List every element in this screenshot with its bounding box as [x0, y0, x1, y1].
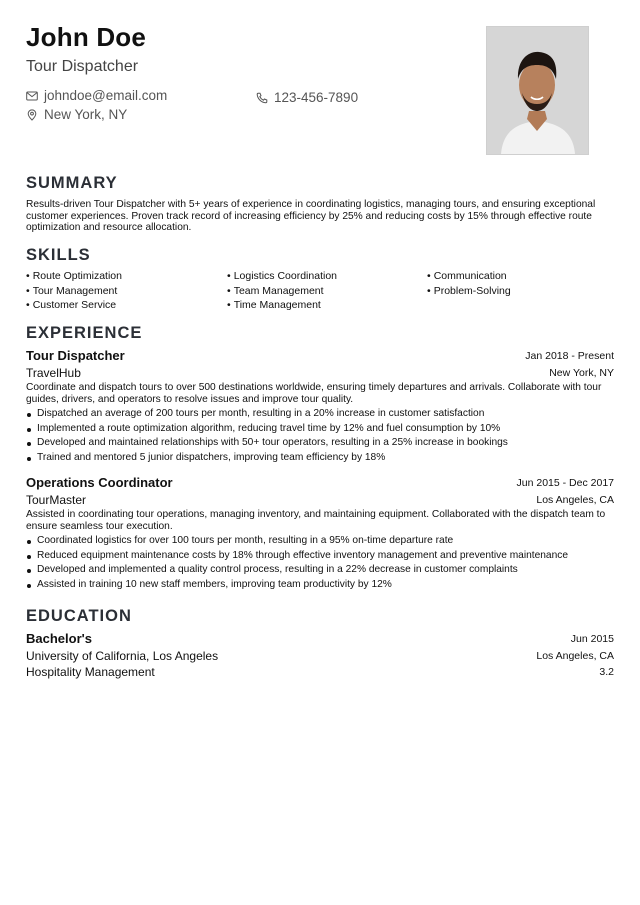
skill-item: • Problem-Solving [427, 285, 511, 297]
job-dates: Jun 2015 - Dec 2017 [516, 477, 614, 489]
summary-text: Results-driven Tour Dispatcher with 5+ years of experience in coordinating logistics, managing tours, and ensuring exceptional customer experiences. Proven track record of increasing efficiency by 25% and reducing costs by 15% through effective route optimization and resource allocation. [26, 199, 596, 234]
job-achievements [26, 407, 614, 465]
education-heading: EDUCATION [26, 607, 132, 625]
education-gpa: 3.2 [599, 666, 614, 678]
location-text: New York, NY [44, 107, 128, 122]
job-dates: Jan 2018 - Present [525, 350, 614, 362]
map-pin-icon [26, 109, 38, 121]
job-location: New York, NY [549, 367, 614, 379]
mail-icon [26, 90, 38, 102]
contact-location [26, 107, 127, 122]
job-description: Assisted in coordinating tour operations, managing inventory, and maintaining equipment. Collaborated with the dispatch team to ensure seamless tour execution. [26, 509, 606, 532]
education-location: Los Angeles, CA [536, 650, 614, 662]
contact-email[interactable] [26, 88, 167, 103]
phone-icon [256, 92, 268, 104]
job-achievements [26, 534, 614, 592]
achievement-item: Implemented a route optimization algorithm, reducing travel time by 12% and fuel consumption by 10% [26, 422, 614, 437]
achievement-item: Reduced equipment maintenance costs by 18% through effective inventory management and preventive maintenance [26, 549, 614, 564]
skill-item: • Team Management [227, 285, 324, 297]
profile-photo [486, 26, 589, 155]
experience-heading: EXPERIENCE [26, 324, 143, 342]
achievement-item: Developed and maintained relationships with 50+ tour operators, resulting in a 25% increase in bookings [26, 436, 614, 451]
achievement-item: Coordinated logistics for over 100 tours per month, resulting in a 95% on-time departure rate [26, 534, 614, 549]
education-degree: Bachelor's [26, 631, 92, 646]
skill-item: • Tour Management [26, 285, 117, 297]
education-school: University of California, Los Angeles [26, 649, 219, 663]
achievement-item: Trained and mentored 5 junior dispatchers, improving team efficiency by 18% [26, 451, 614, 466]
phone-text: 123-456-7890 [274, 90, 359, 105]
job-title: Operations Coordinator [26, 475, 173, 490]
job-description: Coordinate and dispatch tours to over 500 destinations worldwide, ensuring timely departures and arrivals. Collaborate with tour guides, drivers, and operators to resolve issues and improve tour quality. [26, 382, 602, 405]
education-field: Hospitality Management [26, 665, 155, 679]
achievement-item: Dispatched an average of 200 tours per month, resulting in a 20% increase in customer satisfaction [26, 407, 614, 422]
job-location: Los Angeles, CA [536, 494, 614, 506]
candidate-name: John Doe [26, 22, 147, 52]
job-company: TourMaster [26, 493, 87, 507]
summary-heading: SUMMARY [26, 174, 118, 192]
education-date: Jun 2015 [570, 633, 614, 645]
skill-item: • Time Management [227, 299, 321, 311]
skill-item: • Communication [427, 270, 507, 282]
skill-item: • Route Optimization [26, 270, 122, 282]
achievement-item: Assisted in training 10 new staff members, improving team productivity by 12% [26, 578, 614, 593]
job-company: TravelHub [26, 366, 81, 380]
achievement-item: Developed and implemented a quality control process, resulting in a 22% decrease in customer complaints [26, 563, 614, 578]
skills-heading: SKILLS [26, 246, 91, 264]
contact-phone[interactable] [256, 90, 358, 105]
skill-item: • Logistics Coordination [227, 270, 337, 282]
candidate-title: Tour Dispatcher [26, 58, 139, 75]
skill-item: • Customer Service [26, 299, 116, 311]
job-title: Tour Dispatcher [26, 348, 125, 363]
email-text: johndoe@email.com [44, 88, 168, 103]
